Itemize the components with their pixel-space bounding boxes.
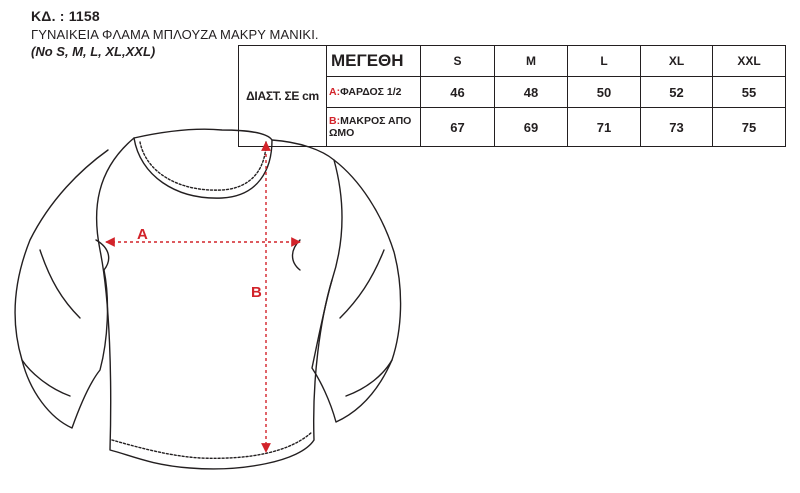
hem-stitching (112, 432, 312, 458)
measurement-name-a: ΦΑΡΔΟΣ 1/2 (340, 86, 402, 98)
measurement-name-b: ΜΑΚΡΟΣ ΑΠΟ ΩΜΟ (329, 115, 412, 139)
right-cuff (346, 360, 392, 396)
value-b-xxl: 75 (713, 108, 786, 147)
value-a-xl: 52 (641, 77, 713, 108)
value-a-l: 50 (568, 77, 641, 108)
product-code: ΚΔ. : 1158 (31, 8, 100, 24)
left-cuff (22, 360, 70, 396)
value-b-l: 71 (568, 108, 641, 147)
sizes-header: ΜΕΓΕΘΗ (327, 46, 421, 77)
shirt-body-outline (97, 129, 342, 469)
value-a-s: 46 (421, 77, 495, 108)
value-b-xl: 73 (641, 108, 713, 147)
size-column-xxl: XXL (713, 46, 786, 77)
measurement-letter-a: A: (329, 86, 341, 98)
product-title: ΓΥΝΑΙΚΕΙΑ ΦΛΑΜΑ ΜΠΛΟΥΖΑ ΜΑΚΡΥ ΜΑΝΙΚΙ. (31, 27, 319, 42)
value-a-m: 48 (495, 77, 568, 108)
dimensions-unit-label: ΔΙΑΣΤ. ΣΕ cm (239, 46, 327, 147)
value-a-xxl: 55 (713, 77, 786, 108)
left-sleeve-fold (40, 240, 109, 318)
size-column-m: M (495, 46, 568, 77)
left-sleeve (15, 150, 108, 428)
right-sleeve-fold (293, 240, 385, 318)
neckline-inner (140, 142, 266, 190)
measure-b-label: B (251, 284, 262, 301)
value-b-m: 69 (495, 108, 568, 147)
size-column-l: L (568, 46, 641, 77)
measure-a-label: A (137, 226, 148, 243)
right-sleeve (312, 160, 401, 422)
size-column-s: S (421, 46, 495, 77)
size-column-xl: XL (641, 46, 713, 77)
measurement-letter-b: B: (329, 115, 341, 127)
value-b-s: 67 (421, 108, 495, 147)
available-sizes-note: (No S, M, L, XL,XXL) (31, 44, 156, 59)
